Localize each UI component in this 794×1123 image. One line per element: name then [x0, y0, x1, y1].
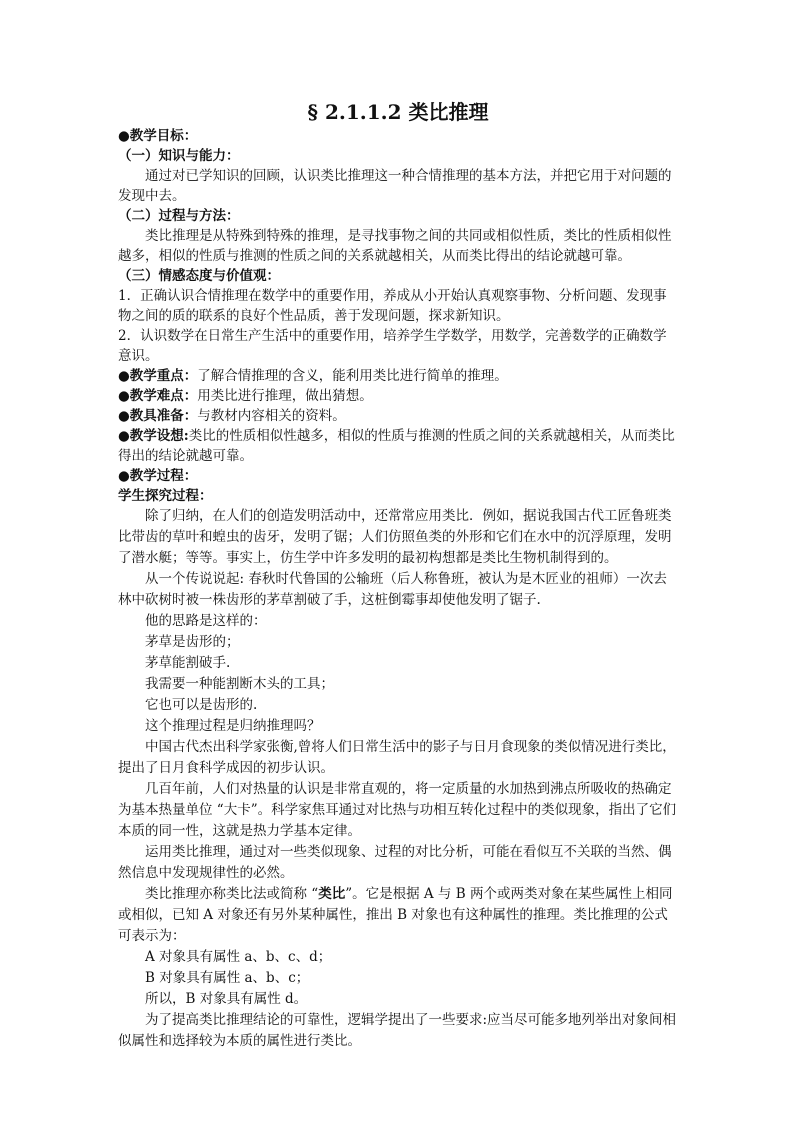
section-3-item-2: 2．认识数学在日常生产生活中的重要作用，培养学生学数学，用数学，完善数学的正确数学意识。 — [118, 328, 667, 364]
tools-text: 与教材内容相关的资料。 — [197, 408, 346, 424]
paragraph-2: 从一个传说说起: 春秋时代鲁国的公输班（后人称鲁班，被认为是木匠业的祖师）一次去林中砍树时被一株齿形的茅草割破了手，这桩倒霉事却使他发明了锯子. — [118, 571, 667, 608]
section-3-heading: （三）情感态度与价值观： — [118, 268, 280, 284]
formula-line-2: B 对象具有属性 a、b、c； — [145, 970, 310, 986]
thought-line-1: 他的思路是这样的： — [145, 613, 267, 629]
paragraph-4: 几百年前，人们对热量的认识是非常直观的，将一定质量的水加热到沸点所吸收的热确定为基本热量单位 “大卡”。科学家焦耳通过对比热与功相互转化过程中的类似现象，指出了它们本质的同一性，这就是热力学基本定律。 — [118, 781, 677, 839]
difficulty-text: 用类比进行推理，做出猜想。 — [197, 388, 373, 404]
objectives-heading: ● 教学目标： — [118, 126, 678, 146]
paragraph-6-start: 类比推理亦称类比法或简称 “ — [145, 886, 319, 902]
thought-line-2: 茅草是齿形的； — [145, 634, 240, 650]
thought-line-3: 茅草能割破手. — [145, 655, 231, 671]
page-title: § 2.1.1.2 类比推理 — [307, 100, 489, 124]
tools-label: ● 教具准备： — [118, 408, 197, 424]
teaching-design — [118, 426, 678, 466]
key-point-label: ● 教学重点： — [118, 368, 197, 384]
explore-heading: 学生探究过程： — [118, 488, 213, 504]
document-page — [118, 98, 678, 1052]
section-2-heading: （二）过程与方法： — [118, 208, 240, 224]
paragraph-1: 除了归纳，在人们的创造发明活动中，还常常应用类比．例如，据说我国古代工匠鲁班类比带齿的草叶和蝗虫的齿牙，发明了锯；人们仿照鱼类的外形和它们在水中的沉浮原理，发明了潜水艇；等等。事实上，仿生学中许多发明的最初构想都是类比生物机制得到的。 — [118, 508, 672, 566]
design-text: 类比的性质相似性越多，相似的性质与推测的性质之间的关系就越相关，从而类比得出的结论就越可靠。 — [118, 428, 675, 464]
paragraph-3: 中国古代杰出科学家张衡,曾将人们日常生活中的影子与日月食现象的类似情况进行类比，提出了日月食科学成因的初步认识。 — [118, 739, 676, 776]
section-3-item-1: 1．正确认识合情推理在数学中的重要作用，养成从小开始认真观察事物、分析问题、发现事物之间的质的联系的良好个性品质，善于发现问题，探求新知识。 — [118, 288, 667, 324]
key-point-text: 了解合情推理的含义，能利用类比进行简单的推理。 — [197, 368, 508, 384]
formula-line-1: A 对象具有属性 a、b、c、d； — [145, 949, 332, 965]
paragraph-6-term: 类比 — [318, 886, 346, 902]
paragraph-6 — [118, 884, 678, 947]
design-label: ● 教学设想: — [118, 428, 189, 444]
paragraph-5: 运用类比推理，通过对一些类似现象、过程的对比分析，可能在看似互不关联的当然、偶然信息中发现规律性的必然。 — [118, 844, 672, 881]
process-heading: ● 教学过程： — [118, 466, 678, 486]
thought-line-5: 它也可以是齿形的. — [145, 697, 258, 713]
paragraph-7: 为了提高类比推理结论的可靠性，逻辑学提出了一些要求:应当尽可能多地列举出对象间相似属性和选择较为本质的属性进行类比。 — [118, 1012, 677, 1049]
paragraph-6-rest: ”。它是根据 A 与 B 两个或两类对象在某些属性上相同或相似，已知 A 对象还有另外某种属性，推出 B 对象也有这种属性的推理。类比推理的公式可表示为： — [118, 886, 673, 944]
thought-line-4: 我需要一种能割断木头的工具； — [145, 676, 334, 692]
teaching-tools — [118, 406, 678, 426]
difficulty-label: ● 教学难点： — [118, 388, 197, 404]
difficulty-point — [118, 386, 678, 406]
thought-line-6: 这个推理过程是归纳推理吗？ — [145, 718, 321, 734]
section-1-heading: （一）知识与能力： — [118, 148, 240, 164]
key-point — [118, 366, 678, 386]
section-1-text: 通过对已学知识的回顾，认识类比推理这一种合情推理的基本方法，并把它用于对问题的发现中去。 — [118, 168, 672, 204]
formula-line-3: 所以，B 对象具有属性 d。 — [145, 991, 308, 1007]
section-2-text: 类比推理是从特殊到特殊的推理，是寻找事物之间的共同或相似性质，类比的性质相似性越多，相似的性质与推测的性质之间的关系就越相关，从而类比得出的结论就越可靠。 — [118, 228, 672, 264]
